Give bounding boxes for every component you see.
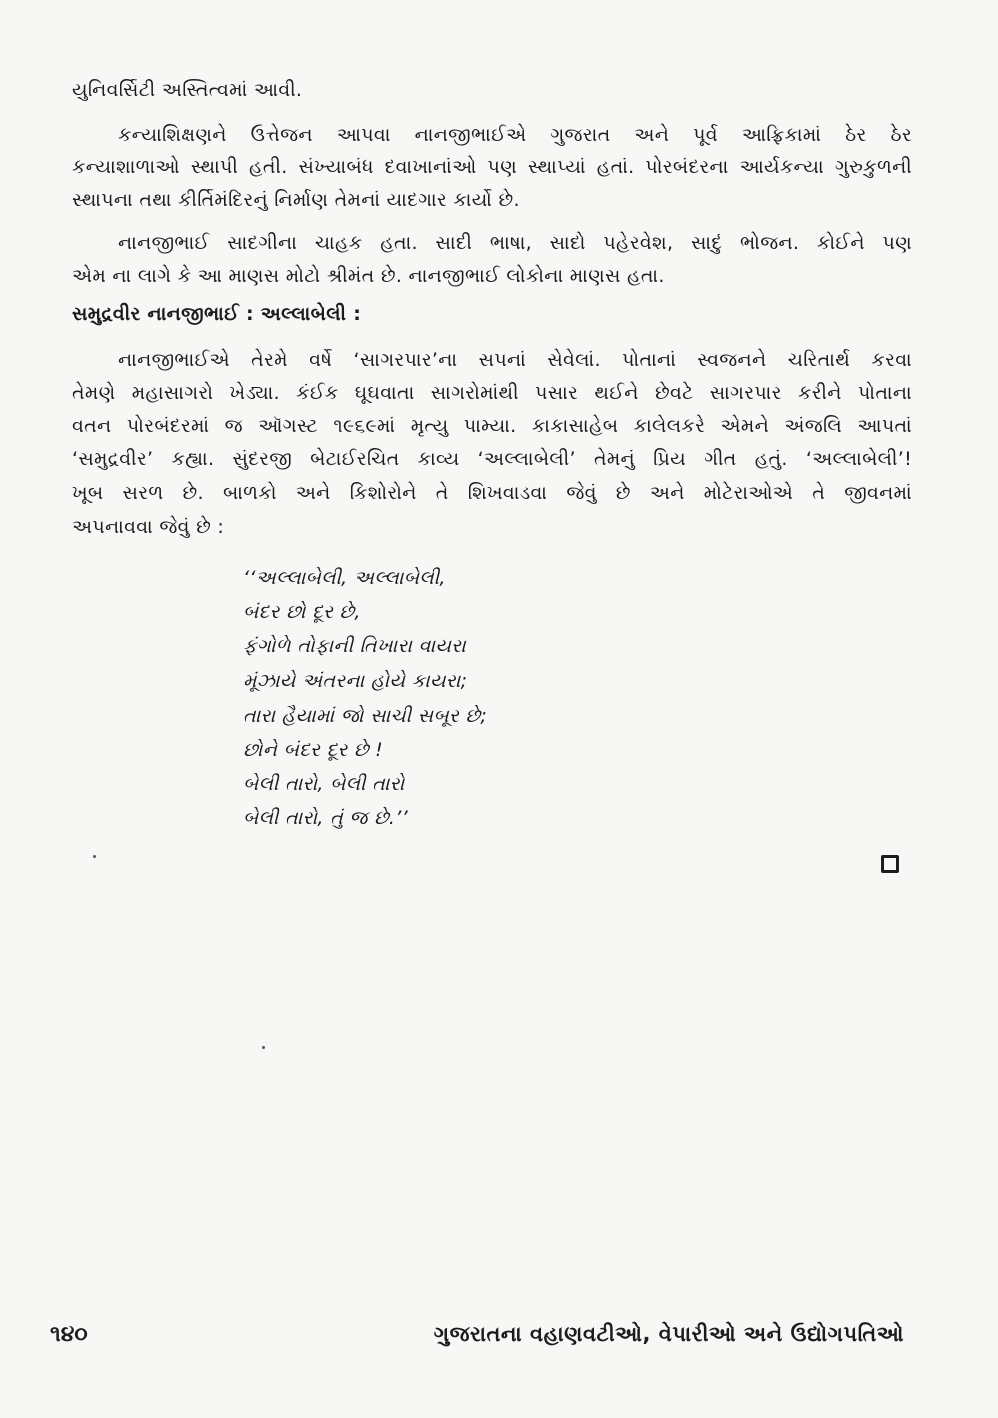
scan-speck (262, 1046, 265, 1049)
paragraph-line: ખૂબ સરળ છે. બાળકો અને કિશોરોને તે શિખવાડવા જેવું છે અને મોટેરાઓએ તે જીવનમાં (72, 482, 912, 504)
poem-line: મૂંઝાયે અંતરના હોયે કાયરા; (243, 670, 468, 692)
poem-line: છોને બંદર દૂર છે ! (243, 739, 384, 761)
poem-line: ‘‘અલ્લાબેલી, અલ્લાબેલી, (243, 567, 446, 589)
running-footer-title: ગુજરાતના વહાણવટીઓ, વેપારીઓ અને ઉદ્યોગપતિઓ (433, 1322, 904, 1346)
poem-line: ફંગોળે તોફાની તિખારા વાયરા (243, 635, 466, 657)
paragraph-line: કન્યાશાળાઓ સ્થાપી હતી. સંખ્યાબંધ દવાખાનાંઓ પણ સ્થાપ્યાં હતાં. પોરબંદરના આર્યકન્યા ગુરુકુળની (72, 156, 912, 178)
paragraph-line: સ્થાપના તથા કીર્તિમંદિરનું નિર્માણ તેમનાં યાદગાર કાર્યો છે. (72, 189, 520, 211)
section-heading: સમુદ્રવીર નાનજીભાઈ : અલ્લાબેલી : (72, 303, 362, 325)
paragraph-line: ‘સમુદ્રવીર’ કહ્યા. સુંદરજી બેટાઈરચિત કાવ્ય ‘અલ્લાબેલી’ તેમનું પ્રિય ગીત હતું. ‘અલ્લાબેલી’! (72, 448, 912, 470)
paragraph-line: નાનજીભાઈ સાદગીના ચાહક હતા. સાદી ભાષા, સાદો પહેરવેશ, સાદું ભોજન. કોઈને પણ (118, 232, 912, 254)
paragraph-line: એમ ના લાગે કે આ માણસ મોટો શ્રીમંત છે. નાનજીભાઈ લોકોના માણસ હતા. (72, 265, 665, 287)
paragraph-line: યુનિવર્સિટી અસ્તિત્વમાં આવી. (72, 79, 303, 101)
paragraph-line: અપનાવવા જેવું છે : (72, 516, 225, 538)
scan-speck (93, 855, 96, 858)
end-mark-icon (881, 855, 899, 873)
page-number: ૧૪૦ (50, 1322, 88, 1347)
poem-line: તારા હૈયામાં જો સાચી સબૂર છે; (243, 705, 488, 727)
poem-line: બેલી તારો, બેલી તારો (243, 773, 405, 795)
paragraph-line: વતન પોરબંદરમાં જ ઑગસ્ટ ૧૯૬૯માં મૃત્યુ પામ્યા. કાકાસાહેબ કાલેલકરે એમને અંજલિ આપતાં (72, 415, 912, 437)
poem-line: બેલી તારો, તું જ છે.’’ (243, 807, 408, 829)
paragraph-line: કન્યાશિક્ષણને ઉત્તેજન આપવા નાનજીભાઈએ ગુજરાત અને પૂર્વ આફ્રિકામાં ઠેર ઠેર (118, 124, 912, 146)
poem-line: બંદર છો દૂર છે, (243, 601, 361, 623)
paragraph-line: નાનજીભાઈએ તેરમે વર્ષે ‘સાગરપાર’ના સપનાં સેવેલાં. પોતાનાં સ્વજનને ચરિતાર્થ કરવા (118, 349, 912, 371)
paragraph-line: તેમણે મહાસાગરો ખેડ્યા. કંઈક ઘૂઘવાતા સાગરોમાંથી પસાર થઈને છેવટે સાગરપાર કરીને પોતાના (72, 382, 912, 404)
